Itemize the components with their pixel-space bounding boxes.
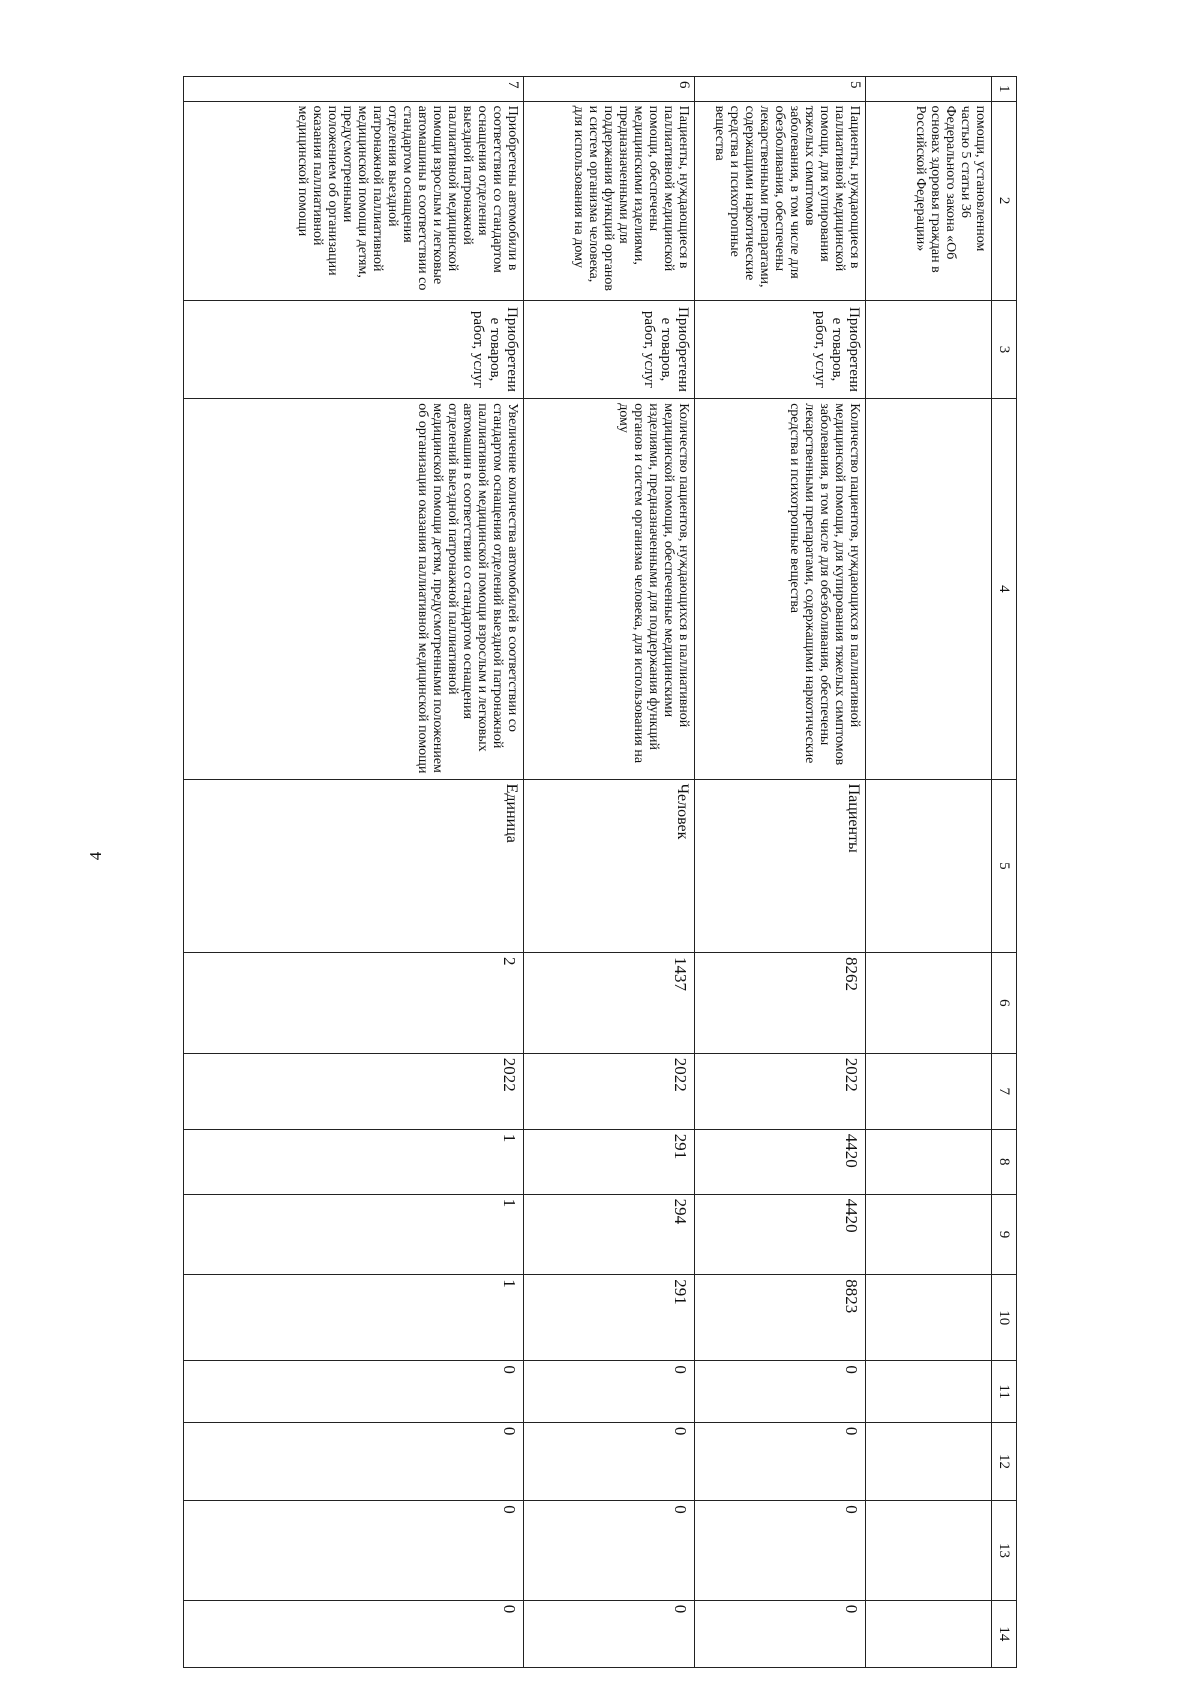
value-col-8: 1 — [184, 1129, 524, 1194]
value-col-14 — [866, 1600, 992, 1667]
result-text: помощи, установленном частью 5 статьи 36 Федерального закона «Об основах здоровья граждан в Российской Федерации» — [866, 101, 992, 300]
header-cell: 12 — [992, 1422, 1017, 1500]
value-col-14: 0 — [524, 1600, 695, 1667]
indicator-name — [866, 399, 992, 779]
base-year — [866, 1053, 992, 1129]
result-text: Пациенты, нуждающиеся в паллиативной медицинской помощи, для купирования тяжелых симптомов заболевания, в том числе для обезболивания, обеспечены лекарственными препаратами, содержащими наркотические средства и психотропные вещества — [695, 101, 866, 300]
base-year: 2022 — [184, 1053, 524, 1129]
header-cell: 6 — [992, 953, 1017, 1054]
value-col-11: 0 — [524, 1361, 695, 1423]
value-col-14: 0 — [695, 1600, 866, 1667]
table-row — [695, 77, 866, 1668]
page-number: 4 — [86, 851, 105, 861]
header-cell: 14 — [992, 1600, 1017, 1667]
value-col-12: 0 — [524, 1422, 695, 1500]
value-col-13: 0 — [184, 1501, 524, 1601]
unit: Пациенты — [695, 779, 866, 952]
header-cell: 7 — [992, 1053, 1017, 1129]
value-col-8: 4420 — [695, 1129, 866, 1194]
row-number — [866, 77, 992, 102]
indicator-name: Количество пациентов, нуждающихся в паллиативной медицинской помощи, обеспеченные медицинскими изделиями, предназначенными для поддержания функций органов и систем организма человека, для использования на дому — [524, 399, 695, 779]
data-table — [183, 76, 1017, 1668]
header-cell: 11 — [992, 1361, 1017, 1423]
value-col-10 — [866, 1275, 992, 1361]
event-type — [866, 300, 992, 398]
header-row — [992, 77, 1017, 1668]
indicator-name: Увеличение количества автомобилей в соответствии со стандартом оснащения отделений выездной патронажной паллиативной медицинской помощи взрослым и легковых автомашин в соответствии со стандартом оснащения отделений выездной патронажной паллиативной медицинской помощи детям, предусмотренными положением об организации оказания паллиативной медицинской помощи — [184, 399, 524, 779]
base-year: 2022 — [695, 1053, 866, 1129]
value-col-13: 0 — [524, 1501, 695, 1601]
table-container — [183, 76, 1017, 1668]
result-text: Приобретены автомобили в соответствии со стандартом оснащения отделения выездной патронажной паллиативной медицинской помощи взрослым и легковые автомашины в соответствии со стандартом оснащения отделения выездной патронажной паллиативной медицинской помощи детям, предусмотренными положением об организации оказания паллиативной медицинской помощи — [184, 101, 524, 300]
base-year: 2022 — [524, 1053, 695, 1129]
unit: Единица — [184, 779, 524, 952]
value-col-8 — [866, 1129, 992, 1194]
value-col-10: 8823 — [695, 1275, 866, 1361]
event-type: Приобретение товаров, работ, услуг — [184, 300, 524, 398]
header-cell: 1 — [992, 77, 1017, 102]
value-col-8: 291 — [524, 1129, 695, 1194]
value-col-12 — [866, 1422, 992, 1500]
value-col-9: 4420 — [695, 1194, 866, 1275]
header-cell: 10 — [992, 1275, 1017, 1361]
event-type: Приобретение товаров, работ, услуг — [695, 300, 866, 398]
value-col-10: 1 — [184, 1275, 524, 1361]
header-cell: 2 — [992, 101, 1017, 300]
table-row — [524, 77, 695, 1668]
value-col-9 — [866, 1194, 992, 1275]
value-col-11 — [866, 1361, 992, 1423]
unit — [866, 779, 992, 952]
table-row — [184, 77, 524, 1668]
row-number: 5 — [695, 77, 866, 102]
table-row-continuation — [866, 77, 992, 1668]
base-value: 1437 — [524, 953, 695, 1054]
row-number: 6 — [524, 77, 695, 102]
result-text: Пациенты, нуждающиеся в паллиативной медицинской помощи, обеспечены медицинскими изделиями, предназначенными для поддержания функций органов и систем организма человека, для использования на дому — [524, 101, 695, 300]
value-col-14: 0 — [184, 1600, 524, 1667]
value-col-9: 1 — [184, 1194, 524, 1275]
value-col-11: 0 — [695, 1361, 866, 1423]
base-value: 8262 — [695, 953, 866, 1054]
value-col-10: 291 — [524, 1275, 695, 1361]
header-cell: 13 — [992, 1501, 1017, 1601]
unit: Человек — [524, 779, 695, 952]
header-cell: 9 — [992, 1194, 1017, 1275]
header-cell: 3 — [992, 300, 1017, 398]
row-number: 7 — [184, 77, 524, 102]
value-col-13: 0 — [695, 1501, 866, 1601]
header-cell: 4 — [992, 399, 1017, 779]
header-cell: 8 — [992, 1129, 1017, 1194]
base-value — [866, 953, 992, 1054]
value-col-12: 0 — [695, 1422, 866, 1500]
value-col-13 — [866, 1501, 992, 1601]
event-type: Приобретение товаров, работ, услуг — [524, 300, 695, 398]
value-col-11: 0 — [184, 1361, 524, 1423]
value-col-12: 0 — [184, 1422, 524, 1500]
value-col-9: 294 — [524, 1194, 695, 1275]
base-value: 2 — [184, 953, 524, 1054]
header-cell: 5 — [992, 779, 1017, 952]
indicator-name: Количество пациентов, нуждающихся в паллиативной медицинской помощи, для купирования тяжелых симптомов заболевания, в том числе для обезболивания, обеспечены лекарственными препаратами, содержащими наркотические средства и психотропные вещества — [695, 399, 866, 779]
